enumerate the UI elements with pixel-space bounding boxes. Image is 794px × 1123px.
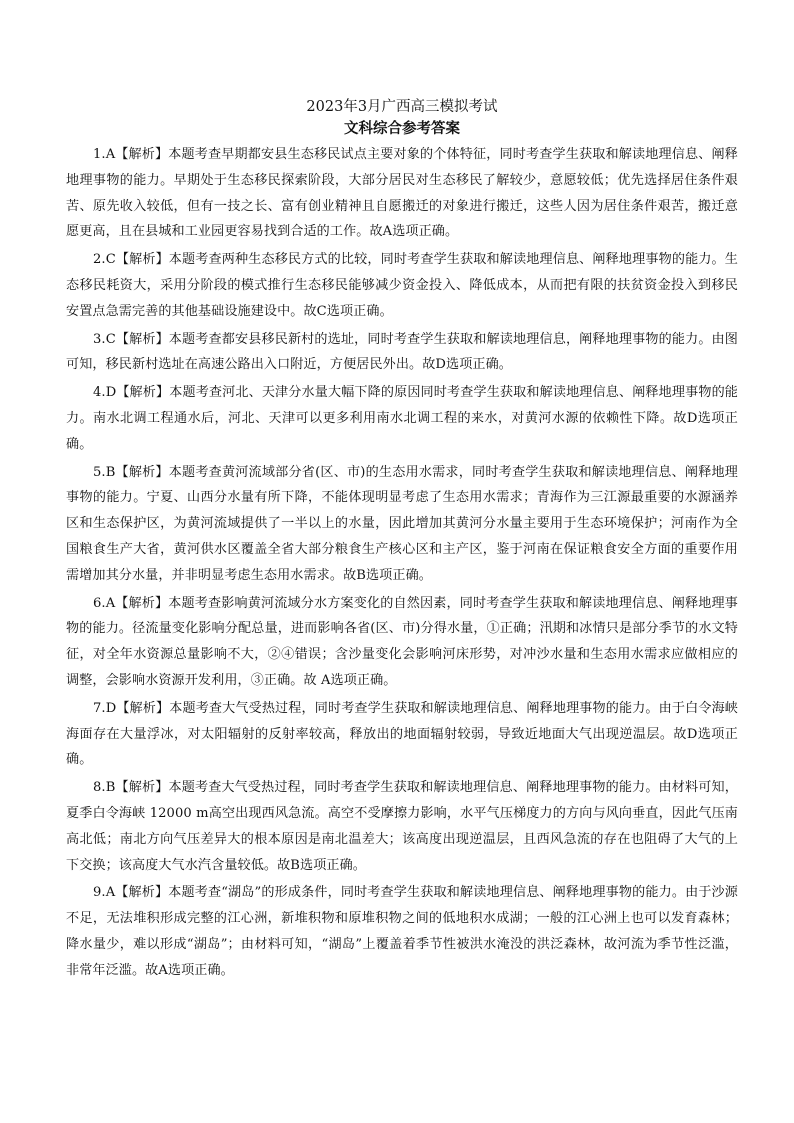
- answer-item-7: 7.D【解析】本题考查大气受热过程，同时考查学生获取和解读地理信息、阐释地理事物的能力。由于白令海峡海面存在大量浮冰，对太阳辐射的反射率较高，释放出的地面辐射较弱，导致近地面大气出现逆温层。故D选项正确。: [66, 700, 738, 768]
- answer-document: [66, 96, 738, 986]
- answer-item-9: 9.A【解析】本题考查“湖岛”的形成条件，同时考查学生获取和解读地理信息、阐释地理事物的能力。由于沙源不足，无法堆积形成完整的江心洲，新堆积物和原堆积物之间的低地积水成湖；一般的江心洲上也可以发育森林；降水量少，难以形成“湖岛”；由材料可知，“湖岛”上覆盖着季节性被洪水淹没的洪泛森林，故河流为季节性泛滥，非常年泛滥。故A选项正确。: [66, 885, 738, 978]
- answer-item-3: 3.C【解析】本题考查都安县移民新村的选址，同时考查学生获取和解读地理信息，阐释地理事物的能力。由图可知，移民新村选址在高速公路出入口附近，方便居民外出。故D选项正确。: [66, 331, 738, 373]
- answer-item-1: 1.A【解析】本题考查早期都安县生态移民试点主要对象的个体特征，同时考查学生获取和解读地理信息、阐释地理事物的能力。早期处于生态移民探索阶段，大部分居民对生态移民了解较少，意愿较低；优先选择居住条件艰苦、原先收入较低，但有一技之长、富有创业精神且自愿搬迁的对象进行搬迁，这些人因为居住条件艰苦，搬迁意愿更高，且在县城和工业园更容易找到合适的工作。故A选项正确。: [66, 147, 738, 240]
- answer-item-5: 5.B【解析】本题考查黄河流域部分省(区、市)的生态用水需求，同时考查学生获取和解读地理信息、阐释地理事物的能力。宁夏、山西分水量有所下降，不能体现明显考虑了生态用水需求；青海作为三江源最重要的水源涵养区和生态保护区，为黄河流域提供了一半以上的水量，因此增加其黄河分水量主要用于生态环境保护；河南作为全国粮食生产大省，黄河供水区覆盖全省大部分粮食生产核心区和主产区，鉴于河南在保证粮食安全方面的重要作用需增加其分水量，并非明显考虑生态用水需求。故B选项正确。: [66, 464, 738, 583]
- page-subtitle: 文科综合参考答案: [344, 120, 460, 137]
- answer-item-4: 4.D【解析】本题考查河北、天津分水量大幅下降的原因同时考查学生获取和解读地理信息、阐释地理事物的能力。南水北调工程通水后，河北、天津可以更多利用南水北调工程的来水，对黄河水源的依赖性下降。故D选项正确。: [66, 385, 738, 452]
- answer-item-6: 6.A【解析】本题考查影响黄河流域分水方案变化的自然因素，同时考查学生获取和解读地理信息、阐释地理事物的能力。径流量变化影响分配总量，进而影响各省(区、市)分得水量，①正确；汛期和冰情只是部分季节的水文特征，对全年水资源总量影响不大，②④错误；含沙量变化会影响河床形势，对冲沙水量和生态用水需求应做相应的调整，会影响水资源开发利用，③正确。故 A选项正确。: [66, 595, 738, 688]
- page-title: 2023年3月广西高三模拟考试: [306, 99, 498, 115]
- answer-item-8: 8.B【解析】本题考查大气受热过程，同时考查学生获取和解读地理信息、阐释地理事物的能力。由材料可知，夏季白令海峡 12000 m高空出现西风急流。高空不受摩擦力影响，水平气压梯度力的方向与风向垂直，因此气压南高北低；南北方向气压差异大的根本原因是南北温差大；该高度出现逆温层，且西风急流的存在也阻碍了大气的上下交换；该高度大气水汽含量较低。故B选项正确。: [66, 780, 738, 873]
- answer-item-2: 2.C【解析】本题考查两种生态移民方式的比较，同时考查学生获取和解读地理信息、阐释地理事物的能力。生态移民耗资大，采用分阶段的模式推行生态移民能够减少资金投入、降低成本，从而把有限的扶贫资金投入到移民安置点急需完善的其他基础设施建设中。故C选项正确。: [66, 252, 738, 319]
